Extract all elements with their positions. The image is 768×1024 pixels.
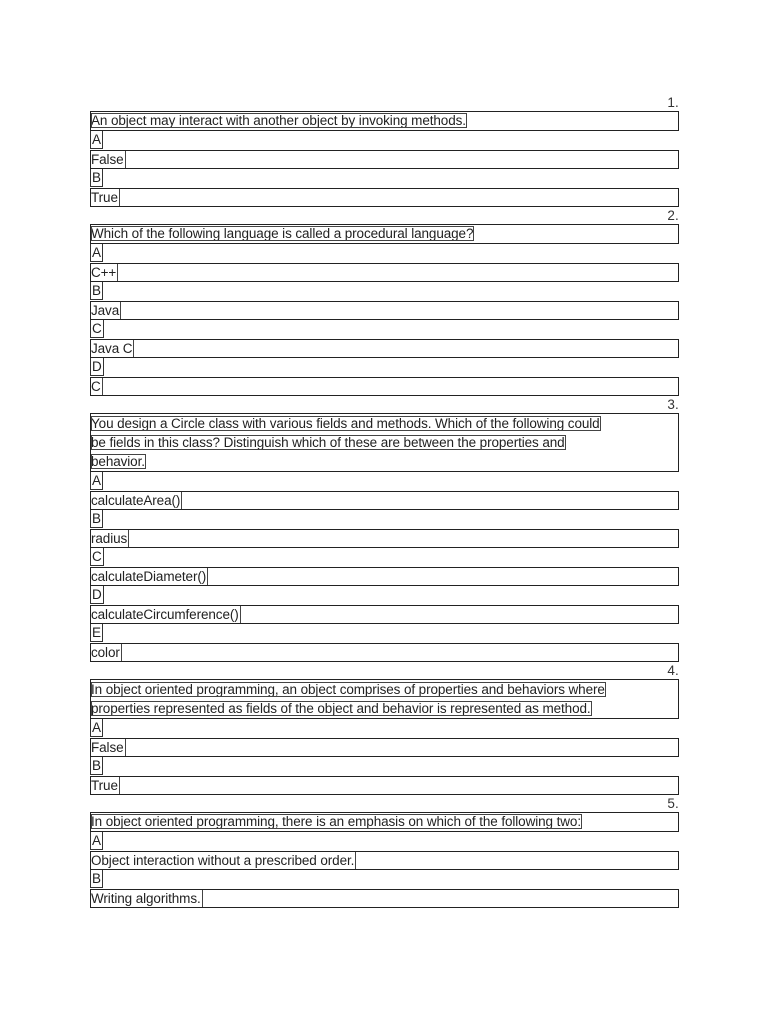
question-5 xyxy=(90,795,679,908)
question-text-line xyxy=(91,699,678,718)
question-text-line xyxy=(91,433,678,452)
question-text-line xyxy=(91,452,678,471)
option-a[interactable] xyxy=(90,491,679,510)
option-text: True xyxy=(91,190,118,205)
question-text: properties represented as fields of the object and behavior is represented as method. xyxy=(91,701,591,716)
option-letter-row xyxy=(90,586,679,605)
question-4 xyxy=(90,662,679,795)
option-a[interactable] xyxy=(90,263,679,282)
option-letter: B xyxy=(92,283,102,298)
option-a[interactable] xyxy=(90,150,679,169)
option-text: radius xyxy=(91,531,128,546)
question-text-line xyxy=(91,414,678,433)
option-b[interactable] xyxy=(90,776,679,795)
option-letter: A xyxy=(92,833,102,848)
option-text: calculateDiameter() xyxy=(91,569,207,584)
option-letter: D xyxy=(92,587,102,602)
option-text: color xyxy=(91,645,120,660)
option-c[interactable] xyxy=(90,567,679,586)
option-text: False xyxy=(91,740,124,755)
question-text-line xyxy=(91,680,678,699)
option-text: Java xyxy=(91,303,120,318)
question-1 xyxy=(90,94,679,207)
option-a[interactable] xyxy=(90,851,679,870)
option-letter-row xyxy=(90,472,679,491)
option-letter-row xyxy=(90,282,679,301)
option-b[interactable] xyxy=(90,301,679,320)
question-number: 3. xyxy=(667,397,679,412)
question-number: 4. xyxy=(667,663,679,678)
option-letter-row xyxy=(90,548,679,567)
option-d[interactable] xyxy=(90,605,679,624)
option-text: calculateCircumference() xyxy=(91,607,239,622)
option-b[interactable] xyxy=(90,188,679,207)
option-d[interactable] xyxy=(90,377,679,396)
option-letter: E xyxy=(92,625,102,640)
question-text-box xyxy=(90,812,679,832)
option-letter-row xyxy=(90,131,679,150)
question-text-box xyxy=(90,679,679,719)
option-letter: A xyxy=(92,720,102,735)
option-text: Object interaction without a prescribed order. xyxy=(91,853,355,868)
option-letter-row xyxy=(90,719,679,738)
option-text: C++ xyxy=(91,265,117,280)
option-letter-row xyxy=(90,624,679,643)
option-letter-row xyxy=(90,358,679,377)
option-text: Java C xyxy=(91,341,133,356)
question-text: behavior. xyxy=(91,454,145,469)
option-a[interactable] xyxy=(90,738,679,757)
question-text-box xyxy=(90,413,679,472)
option-letter-row xyxy=(90,244,679,263)
option-b[interactable] xyxy=(90,889,679,908)
option-letter-row xyxy=(90,832,679,851)
option-letter: A xyxy=(92,132,102,147)
option-letter-row xyxy=(90,169,679,188)
option-letter-row xyxy=(90,320,679,339)
option-c[interactable] xyxy=(90,339,679,358)
option-letter: A xyxy=(92,245,102,260)
option-letter: B xyxy=(92,758,102,773)
option-b[interactable] xyxy=(90,529,679,548)
question-text-box xyxy=(90,111,679,131)
question-text-box xyxy=(90,224,679,244)
question-2 xyxy=(90,207,679,396)
question-number: 5. xyxy=(667,796,679,811)
option-letter: A xyxy=(92,473,102,488)
option-letter: B xyxy=(92,871,102,886)
question-text: You design a Circle class with various fields and methods. Which of the following could xyxy=(91,416,600,431)
question-text: be fields in this class? Distinguish which of these are between the properties and xyxy=(91,435,565,450)
question-3 xyxy=(90,396,679,662)
option-text: False xyxy=(91,152,124,167)
option-text: True xyxy=(91,778,118,793)
question-number: 1. xyxy=(667,95,679,110)
option-letter-row xyxy=(90,510,679,529)
question-text: In object oriented programming, an object comprises of properties and behaviors where xyxy=(91,682,605,697)
question-text: An object may interact with another object by invoking methods. xyxy=(91,113,466,128)
quiz-document xyxy=(90,94,679,908)
option-letter-row xyxy=(90,757,679,776)
option-text: Writing algorithms. xyxy=(91,891,201,906)
question-number: 2. xyxy=(667,208,679,223)
option-letter: B xyxy=(92,511,102,526)
option-text: calculateArea() xyxy=(91,493,181,508)
question-text: In object oriented programming, there is an emphasis on which of the following two: xyxy=(91,814,581,829)
option-letter-row xyxy=(90,870,679,889)
option-e[interactable] xyxy=(90,643,679,662)
option-text: C xyxy=(91,379,101,394)
option-letter: C xyxy=(92,321,102,336)
question-text: Which of the following language is called a procedural language? xyxy=(91,226,474,241)
option-letter: C xyxy=(92,549,102,564)
option-letter: B xyxy=(92,170,102,185)
option-letter: D xyxy=(92,359,102,374)
